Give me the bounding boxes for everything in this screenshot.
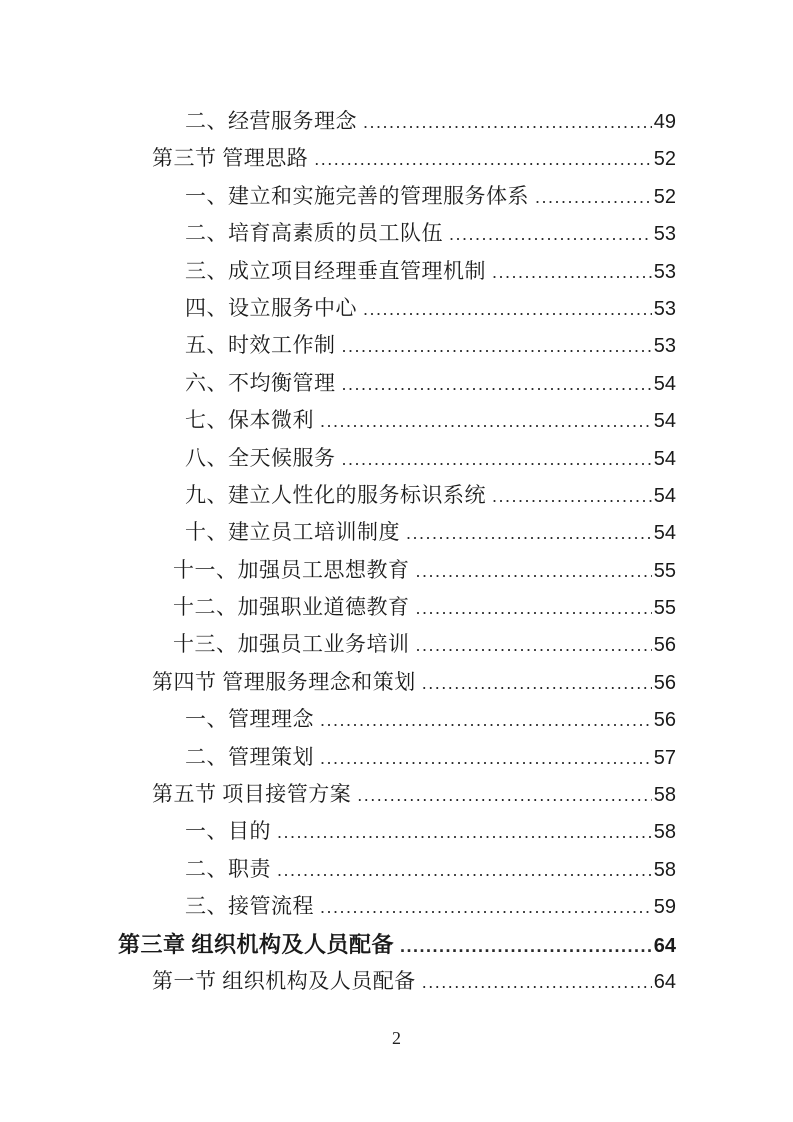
toc-entry-page-number: 52: [653, 148, 676, 171]
dot-leader: [357, 777, 652, 814]
toc-entry-page-number: 56: [653, 709, 676, 732]
toc-entry-label: 九、建立人性化的服务标识系统: [185, 482, 486, 507]
toc-entry-page-number: 58: [653, 821, 676, 844]
toc-row: [117, 888, 676, 925]
dot-leader: [416, 553, 652, 590]
toc-entry-label: 十、建立员工培训制度: [185, 520, 400, 545]
toc-entry-page-number: 53: [653, 297, 676, 320]
toc-row: [117, 626, 676, 663]
dot-leader: [422, 964, 652, 1001]
toc-row: [117, 402, 676, 439]
dot-leader: [314, 141, 652, 178]
toc-entry-label: 一、目的: [185, 819, 271, 844]
toc-entry-page-number: 54: [653, 372, 676, 395]
toc-entry-label: 二、职责: [185, 856, 271, 881]
toc-row: [117, 140, 676, 177]
toc-row: [117, 365, 676, 402]
toc-entry-page-number: 58: [653, 784, 676, 807]
toc-entry-label: 第一节 组织机构及人员配备: [152, 968, 416, 993]
toc-entry-page-number: 64: [653, 970, 676, 993]
toc-entry-page-number: 56: [653, 671, 676, 694]
toc-row: [117, 514, 676, 551]
toc-entry-page-number: 54: [653, 410, 676, 433]
toc-entry-label: 第四节 管理服务理念和策划: [152, 669, 416, 694]
toc-entry-label: 七、保本微利: [185, 408, 314, 433]
dot-leader: [492, 478, 652, 515]
toc-entry-page-number: 55: [653, 597, 676, 620]
table-of-contents: [117, 103, 676, 1000]
toc-entry-page-number: 56: [653, 634, 676, 657]
toc-entry-label: 十三、加强员工业务培训: [173, 632, 410, 657]
toc-entry-page-number: 59: [653, 896, 676, 919]
toc-row: [117, 813, 676, 850]
dot-leader: [277, 852, 652, 889]
toc-entry-label: 八、全天候服务: [185, 445, 336, 470]
dot-leader: [406, 515, 652, 552]
dot-leader: [342, 441, 652, 478]
dot-leader: [363, 104, 652, 141]
dot-leader: [535, 179, 652, 216]
toc-row: [117, 215, 676, 252]
toc-entry-page-number: 55: [653, 559, 676, 582]
dot-leader: [422, 665, 652, 702]
toc-entry-page-number: 54: [653, 484, 676, 507]
dot-leader: [320, 702, 652, 739]
toc-row: [117, 739, 676, 776]
toc-entry-page-number: 53: [653, 223, 676, 246]
toc-entry-page-number: 49: [653, 111, 676, 133]
dot-leader: [342, 328, 652, 365]
toc-entry-label: 第三节 管理思路: [152, 146, 309, 171]
dot-leader: [416, 627, 652, 664]
toc-entry-page-number: 53: [653, 260, 676, 283]
toc-row: [117, 477, 676, 514]
toc-entry-label: 二、培育高素质的员工队伍: [185, 221, 443, 246]
dot-leader: [363, 291, 652, 328]
dot-leader: [400, 928, 652, 965]
toc-entry-label: 四、设立服务中心: [185, 295, 357, 320]
toc-row: [117, 664, 676, 701]
dot-leader: [416, 590, 652, 627]
dot-leader: [320, 889, 652, 926]
toc-entry-label: 第五节 项目接管方案: [152, 782, 352, 807]
dot-leader: [449, 216, 652, 253]
toc-entry-page-number: 52: [653, 185, 676, 208]
toc-entry-page-number: 53: [653, 335, 676, 358]
dot-leader: [342, 366, 652, 403]
toc-row: [117, 253, 676, 290]
toc-entry-label: 二、经营服务理念: [185, 109, 357, 133]
dot-leader: [492, 254, 652, 291]
footer-page-number: 2: [392, 1028, 401, 1048]
toc-row: [117, 776, 676, 813]
toc-row: [117, 440, 676, 477]
dot-leader: [320, 740, 652, 777]
toc-row: [117, 589, 676, 626]
toc-entry-label: 六、不均衡管理: [185, 370, 336, 395]
toc-row: [117, 963, 676, 1000]
toc-entry-page-number: 54: [653, 447, 676, 470]
toc-row: [117, 851, 676, 888]
toc-entry-page-number: 64: [653, 934, 676, 957]
dot-leader: [320, 403, 652, 440]
toc-entry-page-number: 54: [653, 522, 676, 545]
toc-row: [117, 103, 676, 140]
toc-entry-label: 十二、加强职业道德教育: [173, 595, 410, 620]
toc-entry-page-number: 57: [653, 746, 676, 769]
toc-entry-label: 三、接管流程: [185, 894, 314, 919]
toc-entry-label: 二、管理策划: [185, 744, 314, 769]
toc-row: [117, 178, 676, 215]
toc-row: [117, 552, 676, 589]
toc-entry-label: 一、建立和实施完善的管理服务体系: [185, 183, 529, 208]
toc-row: [117, 926, 676, 963]
dot-leader: [277, 814, 652, 851]
toc-entry-label: 三、成立项目经理垂直管理机制: [185, 258, 486, 283]
toc-row: [117, 701, 676, 738]
toc-entry-label: 一、管理理念: [185, 707, 314, 732]
toc-entry-label: 第三章 组织机构及人员配备: [118, 931, 395, 957]
toc-entry-label: 十一、加强员工思想教育: [173, 557, 410, 582]
toc-entry-page-number: 58: [653, 858, 676, 881]
toc-row: [117, 290, 676, 327]
toc-row: [117, 327, 676, 364]
toc-entry-label: 五、时效工作制: [185, 333, 336, 358]
